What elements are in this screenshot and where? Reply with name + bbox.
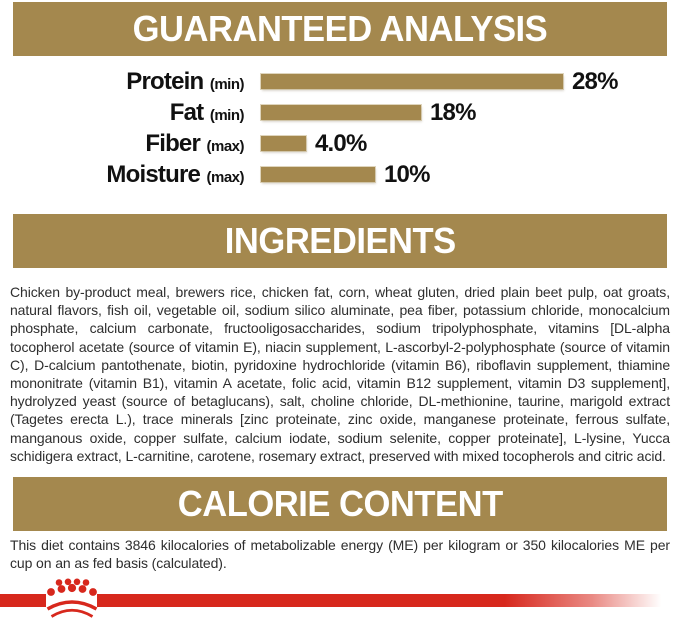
moisture-bar: [261, 167, 375, 182]
guaranteed-analysis-banner: [13, 2, 667, 56]
analysis-row-fiber: [0, 128, 679, 159]
nutrient-qualifier: (min): [209, 106, 244, 124]
footer-red-rule-right: [97, 594, 679, 607]
nutrient-qualifier: (max): [206, 137, 244, 155]
analysis-row-moisture: [0, 159, 679, 190]
fat-value: 18%: [430, 98, 476, 126]
analysis-row-protein: [0, 66, 679, 97]
calorie-content-paragraph: This diet contains 3846 kilocalories of metabolizable energy (ME) per kilogram or 350 kilocalories ME per cup on an as fed basis (calculated).: [10, 537, 670, 572]
nutrient-label: Fiber: [145, 129, 201, 157]
moisture-value: 10%: [384, 160, 430, 188]
footer-red-rule-left: [0, 594, 46, 607]
guaranteed-analysis-title: GUARANTEED ANALYSIS: [132, 8, 548, 49]
nutrient-qualifier: (max): [206, 168, 244, 186]
calorie-content-banner: [13, 477, 667, 531]
nutrient-label: Moisture: [106, 160, 201, 188]
fiber-value: 4.0%: [315, 129, 367, 157]
nutrient-label: Protein: [126, 67, 204, 95]
protein-bar: [261, 74, 563, 89]
protein-value: 28%: [572, 67, 618, 95]
guaranteed-analysis-chart: [0, 66, 679, 190]
ingredients-paragraph: Chicken by-product meal, brewers rice, chicken fat, corn, wheat gluten, dried plain beet pulp, oat groats, natural flavors, fish oil, vegetable oil, sodium silico aluminate, pea fiber, potassium chloride, monocalcium phosphate, calcium carbonate, fructooligosaccharides, sodium tripolyphosphate, vitamins [DL-alpha tocopherol acetate (source of vitamin E), niacin supplement, L-ascorbyl-2-polyphosphate (source of vitamin C), D-calcium pantothenate, biotin, pyridoxine hydrochloride (vitamin B6), riboflavin supplement, thiamine mononitrate (vitamin B1), vitamin A acetate, folic acid, vitamin B12 supplement, vitamin D3 supplement], hydrolyzed yeast (source of betaglucans), salt, choline chloride, DL-methionine, taurine, marigold extract (Tagetes erecta L.), trace minerals [zinc proteinate, zinc oxide, manganese proteinate, ferrous sulfate, manganous oxide, copper sulfate, calcium iodate, sodium selenite, copper proteinate], L-lysine, Yucca schidigera extract, L-carnitine, carotene, rosemary extract, preserved with mixed tocopherols and citric acid.: [10, 284, 670, 464]
royal-canin-crown-icon: [44, 577, 100, 619]
fat-bar: [261, 105, 421, 120]
ingredients-title: INGREDIENTS: [224, 220, 456, 261]
nutrient-qualifier: (min): [209, 75, 244, 93]
fiber-bar: [261, 136, 306, 151]
calorie-content-title: CALORIE CONTENT: [177, 483, 503, 524]
analysis-row-fat: [0, 97, 679, 128]
ingredients-banner: [13, 214, 667, 268]
nutrient-label: Fat: [169, 98, 204, 126]
